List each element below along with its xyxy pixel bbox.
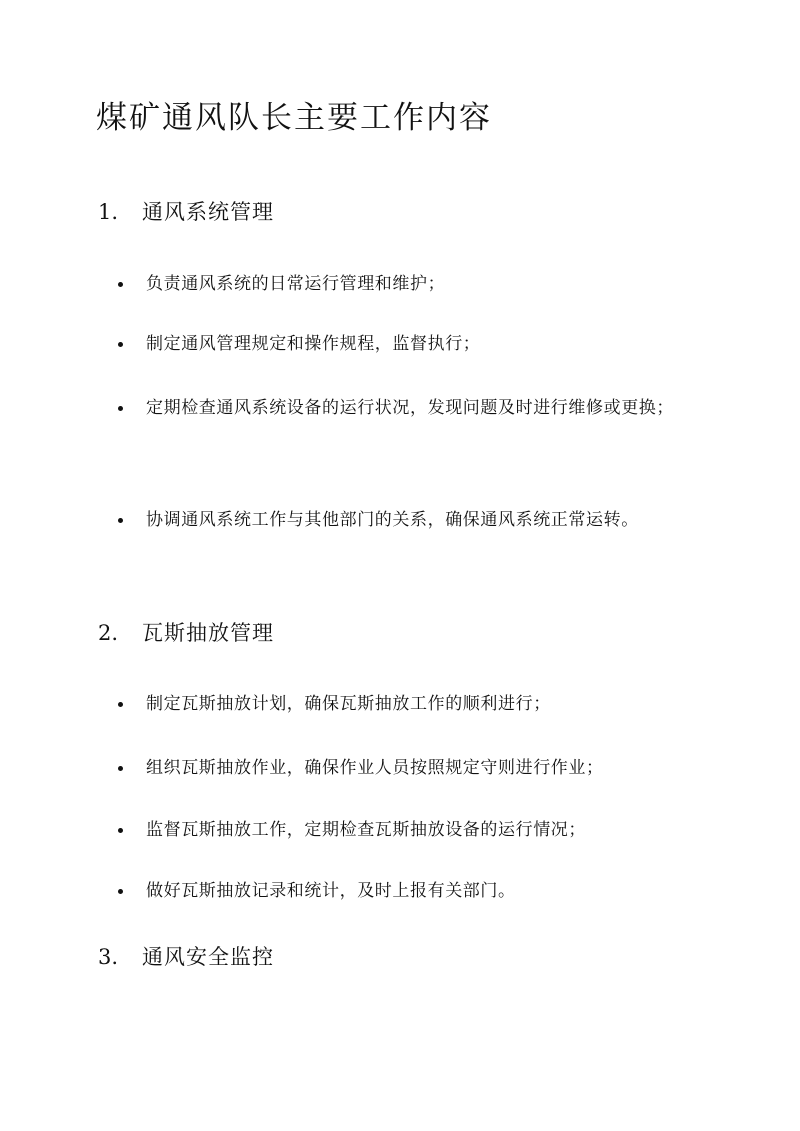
list-item-text: 制定瓦斯抽放计划，确保瓦斯抽放工作的顺利进行； (146, 694, 551, 714)
section-number: 1. (98, 200, 119, 224)
list-item (118, 257, 678, 311)
list-item (118, 677, 678, 731)
section-number: 3. (98, 945, 119, 969)
section-title: 通风系统管理 (142, 200, 274, 224)
list-item-text: 监督瓦斯抽放工作，定期检查瓦斯抽放设备的运行情况； (146, 820, 586, 840)
list-item-text: 制定通风管理规定和操作规程，监督执行； (146, 334, 481, 354)
list-item (118, 493, 678, 547)
document-title: 煤矿通风队长主要工作内容 (96, 100, 492, 136)
list-item-text: 协调通风系统工作与其他部门的关系，确保通风系统正常运转。 (146, 510, 639, 530)
list-item (118, 741, 678, 795)
bullet-icon (118, 518, 123, 523)
bullet-icon (118, 828, 123, 833)
section-heading-1 (98, 197, 274, 227)
list-item (118, 803, 678, 857)
list-item (118, 381, 678, 435)
list-item-text: 负责通风系统的日常运行管理和维护； (146, 274, 446, 294)
section-title: 瓦斯抽放管理 (142, 621, 274, 645)
bullet-icon (118, 342, 123, 347)
list-item-text: 做好瓦斯抽放记录和统计，及时上报有关部门。 (146, 881, 516, 901)
list-item-text: 组织瓦斯抽放作业，确保作业人员按照规定守则进行作业； (146, 758, 604, 778)
bullet-icon (118, 766, 123, 771)
section-number: 2. (98, 621, 119, 645)
section-title: 通风安全监控 (142, 945, 274, 969)
section-heading-2 (98, 618, 274, 648)
bullet-icon (118, 889, 123, 894)
section-heading-3 (98, 942, 274, 972)
bullet-icon (118, 406, 123, 411)
list-item (118, 864, 678, 918)
bullet-icon (118, 282, 123, 287)
bullet-icon (118, 702, 123, 707)
list-item-text: 定期检查通风系统设备的运行状况，发现问题及时进行维修或更换； (146, 398, 674, 418)
list-item (118, 317, 678, 371)
